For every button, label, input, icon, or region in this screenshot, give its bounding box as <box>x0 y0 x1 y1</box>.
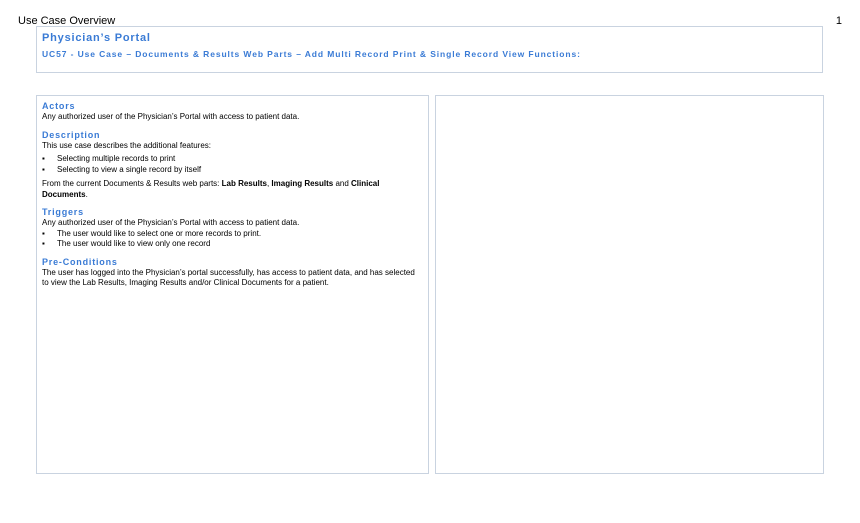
triggers-heading: Triggers <box>42 207 84 217</box>
portal-title: Physician’s Portal <box>42 32 151 44</box>
lab-results-label: Lab Results <box>221 179 267 188</box>
separator: , <box>266 179 272 188</box>
left-content-panel <box>36 95 429 474</box>
page-number: 1 <box>835 15 842 27</box>
description-heading: Description <box>42 129 101 140</box>
period: . <box>85 189 88 199</box>
web-parts-prefix: From the current Documents & Results web parts: <box>42 179 222 188</box>
preconditions-heading: Pre-Conditions <box>42 256 118 267</box>
use-case-title: UC57 - Use Case – Documents & Results Web Parts – Add Multi Record Print & Single Record View Functions: <box>42 49 581 59</box>
use-case-content <box>42 101 420 289</box>
web-parts-line <box>42 179 420 200</box>
trigger-bullet: ▪ The user would like to select one or more records to print. <box>42 229 420 240</box>
description-text: This use case describes the additional features: <box>42 140 211 150</box>
clinical-documents-label: Clinical Documents <box>42 179 380 199</box>
preconditions-text: The user has logged into the Physician’s portal successfully, has access to patient data, and has selected to view the Lab Results, Imaging Results and/or Clinical Documents for a patient. <box>42 267 415 287</box>
trigger-bullet: ▪ The user would like to view only one record <box>42 239 420 250</box>
page-header-title: Use Case Overview <box>18 15 116 27</box>
description-bullet: ▪ Selecting multiple records to print <box>42 154 420 165</box>
title-box <box>36 26 823 73</box>
triggers-text: Any authorized user of the Physician’s Portal with access to patient data. <box>42 218 300 227</box>
imaging-results-label: Imaging Results <box>271 179 334 188</box>
actors-text: Any authorized user of the Physician’s Portal with access to patient data. <box>42 112 300 121</box>
right-content-panel <box>435 95 824 474</box>
description-bullet-list <box>42 154 420 175</box>
triggers-bullet-list <box>42 229 420 250</box>
separator: and <box>333 179 352 188</box>
actors-heading: Actors <box>42 101 76 111</box>
description-bullet: ▪ Selecting to view a single record by itself <box>42 165 420 176</box>
